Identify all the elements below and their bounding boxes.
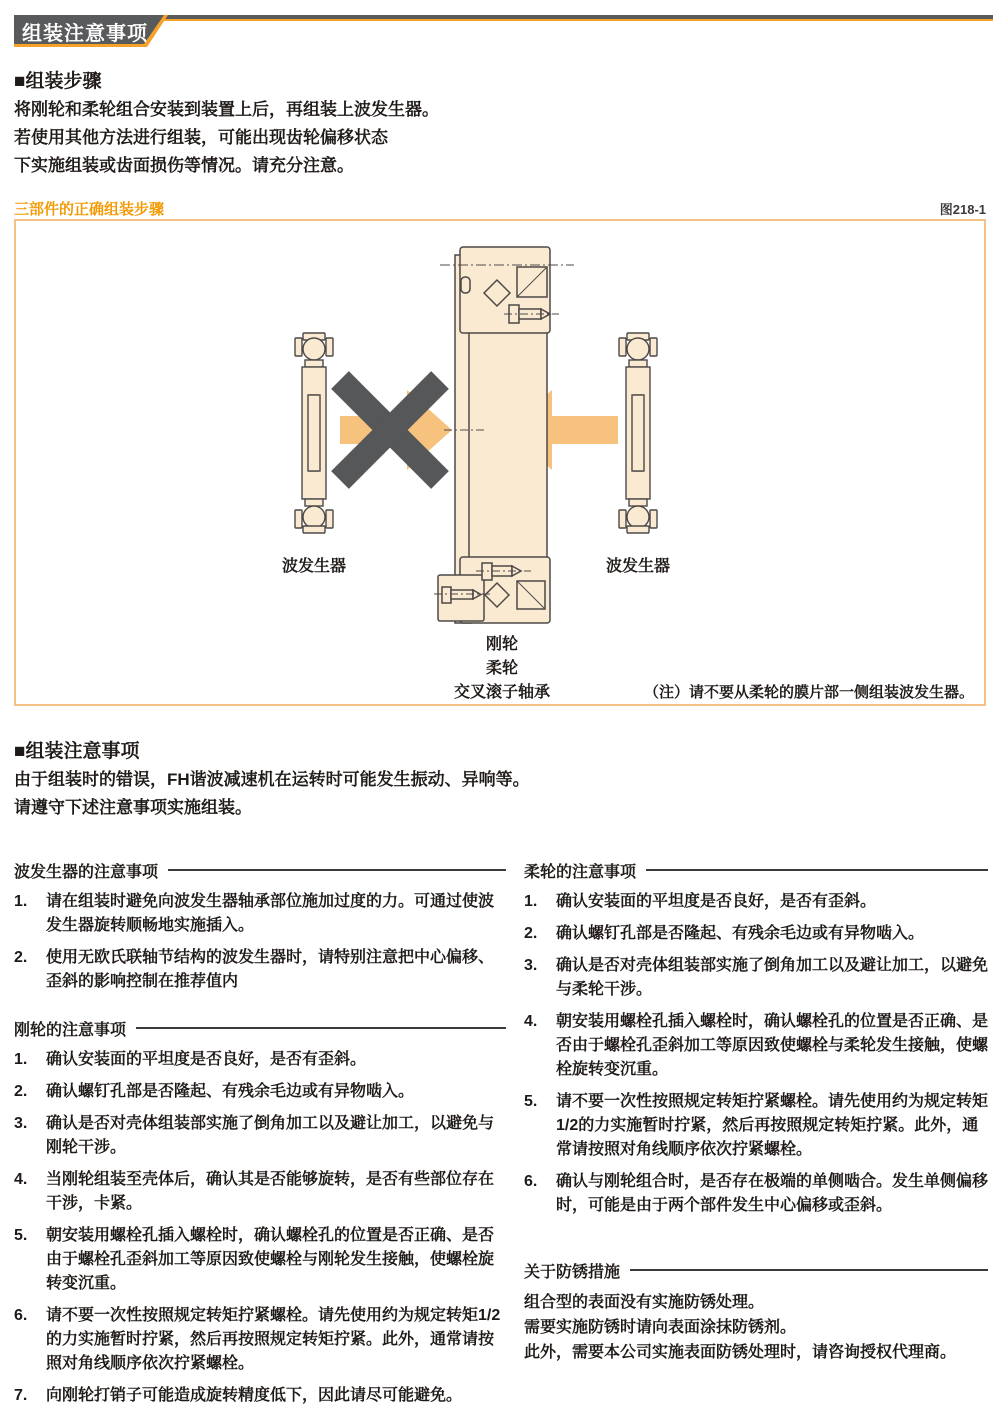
figure-title: 三部件的正确组装步骤 <box>14 201 165 218</box>
heading-text: 波发生器的注意事项 <box>14 863 159 881</box>
figure-box <box>14 219 986 706</box>
item-text: 确认螺钉孔部是否隆起、有残余毛边或有异物啮入。 <box>556 925 925 942</box>
label-cross-roller-bearing: 交叉滚子轴承 <box>453 684 550 701</box>
item-text: 确认螺钉孔部是否隆起、有残余毛边或有异物啮入。 <box>46 1083 415 1100</box>
heading-text: 关于防锈措施 <box>524 1263 621 1281</box>
heading-flexspline-notes <box>524 858 988 882</box>
item-number: 5. <box>14 1227 28 1244</box>
list-item <box>524 1010 988 1082</box>
figure-note: （注）请不要从柔轮的膜片部一侧组装波发生器。 <box>643 684 974 701</box>
list-item <box>524 922 988 946</box>
label-wave-generator-right: 波发生器 <box>605 558 670 575</box>
item-number: 1. <box>14 1051 28 1068</box>
heading-text: 刚轮的注意事项 <box>14 1021 127 1039</box>
item-number: 1. <box>14 893 28 910</box>
item-number: 7. <box>14 1387 28 1404</box>
heading-wave-generator-notes <box>14 858 506 882</box>
item-number: 5. <box>524 1093 538 1110</box>
label-flexspline: 柔轮 <box>485 660 518 677</box>
page-title: 组装注意事项 <box>22 23 148 45</box>
heading-text: 柔轮的注意事项 <box>524 863 637 881</box>
heading-circular-spline-notes <box>14 1016 506 1040</box>
list-item <box>524 890 988 914</box>
item-number: 2. <box>524 925 538 942</box>
section-title-assembly-notes: ■组装注意事项 <box>14 741 140 762</box>
figure-number: 图218-1 <box>939 202 986 217</box>
item-text: 朝安装用螺栓孔插入螺栓时，确认螺栓孔的位置是否正确、是否由于螺栓孔歪斜加工等原因致使螺栓与柔轮发生接触，使螺栓旋转变沉重。 <box>556 1013 989 1078</box>
item-text: 请不要一次性按照规定转矩拧紧螺栓。请先使用约为规定转矩1/2的力实施暂时拧紧，然后再按照规定转矩拧紧。此外，通常请按照对角线顺序依次拧紧螺栓。 <box>556 1093 989 1158</box>
item-text: 向刚轮打销子可能造成旋转精度低下，因此请尽可能避免。 <box>46 1387 463 1404</box>
right-column <box>524 858 988 1365</box>
list-item <box>524 1090 988 1162</box>
section-title-assembly-steps: ■组装步骤 <box>14 71 102 92</box>
wave-generator-left-drawing <box>295 333 333 533</box>
item-text: 当刚轮组装至壳体后，确认其是否能够旋转，是否有些部位存在干涉，卡紧。 <box>46 1171 495 1212</box>
list-item <box>524 954 988 1002</box>
list-item <box>14 1048 506 1072</box>
item-text: 确认是否对壳体组装部实施了倒角加工以及避让加工，以避免与柔轮干涉。 <box>556 957 989 998</box>
list-item <box>524 1170 988 1218</box>
assembly-steps-line1: 将刚轮和柔轮组合安装到装置上后，再组装上波发生器。 <box>14 100 439 119</box>
list-item <box>14 890 506 938</box>
list-item <box>14 1112 506 1160</box>
heading-rust-prevention <box>524 1258 988 1282</box>
list-item <box>14 1168 506 1216</box>
item-number: 1. <box>524 893 538 910</box>
item-text: 确认安装面的平坦度是否良好，是否有歪斜。 <box>46 1051 367 1068</box>
heading-rule <box>646 869 988 871</box>
left-column <box>14 858 506 1416</box>
item-text: 朝安装用螺栓孔插入螺栓时，确认螺栓孔的位置是否正确、是否由于螺栓孔歪斜加工等原因致使螺栓与刚轮发生接触，使螺栓旋转变沉重。 <box>46 1227 495 1292</box>
heading-rule <box>630 1269 988 1271</box>
item-text: 请在组装时避免向波发生器轴承部位施加过度的力。可通过使波发生器旋转顺畅地实施插入。 <box>46 893 495 934</box>
item-text: 确认安装面的平坦度是否良好，是否有歪斜。 <box>556 893 877 910</box>
list-item <box>14 1304 506 1376</box>
item-text: 确认是否对壳体组装部实施了倒角加工以及避让加工，以避免与刚轮干涉。 <box>46 1115 495 1156</box>
item-number: 4. <box>524 1013 538 1030</box>
heading-rule <box>168 869 506 871</box>
item-number: 2. <box>14 1083 28 1100</box>
label-circular-spline: 刚轮 <box>485 636 518 653</box>
list-item <box>14 1080 506 1104</box>
item-number: 4. <box>14 1171 28 1188</box>
list-item <box>14 946 506 994</box>
item-text: 请不要一次性按照规定转矩拧紧螺栓。请先使用约为规定转矩1/2的力实施暂时拧紧，然后再按照规定转矩拧紧。此外，通常请按照对角线顺序依次拧紧螺栓。 <box>46 1307 501 1372</box>
item-number: 2. <box>14 949 28 966</box>
item-number: 3. <box>524 957 538 974</box>
rust-line3: 此外，需要本公司实施表面防锈处理时，请咨询授权代理商。 <box>524 1344 957 1361</box>
header-rule-orange <box>150 19 993 21</box>
assembly-steps-line2: 若使用其他方法进行组装，可能出现齿轮偏移状态 <box>14 128 388 147</box>
label-wave-generator-left: 波发生器 <box>281 558 346 575</box>
item-number: 3. <box>14 1115 28 1132</box>
item-text: 使用无欧氏联轴节结构的波发生器时，请特别注意把中心偏移、歪斜的影响控制在推荐值内 <box>46 949 495 990</box>
list-item <box>14 1224 506 1296</box>
rust-line1: 组合型的表面没有实施防锈处理。 <box>524 1294 765 1311</box>
assembly-steps-line3: 下实施组装或齿面损伤等情况。请充分注意。 <box>14 156 354 175</box>
item-number: 6. <box>14 1307 28 1324</box>
heading-rule <box>136 1027 506 1029</box>
wave-generator-right-drawing <box>619 333 657 533</box>
item-text: 确认与刚轮组合时，是否存在极端的单侧啮合。发生单侧偏移时，可能是由于两个部件发生中心偏移或歪斜。 <box>556 1173 989 1214</box>
rust-line2: 需要实施防锈时请向表面涂抹防锈剂。 <box>524 1319 797 1336</box>
item-number: 6. <box>524 1173 538 1190</box>
list-item <box>14 1384 506 1408</box>
assembly-notes-line1: 由于组装时的错误，FH谐波减速机在运转时可能发生振动、异响等。 <box>14 770 530 789</box>
assembly-notes-line2: 请遵守下述注意事项实施组装。 <box>14 798 252 817</box>
